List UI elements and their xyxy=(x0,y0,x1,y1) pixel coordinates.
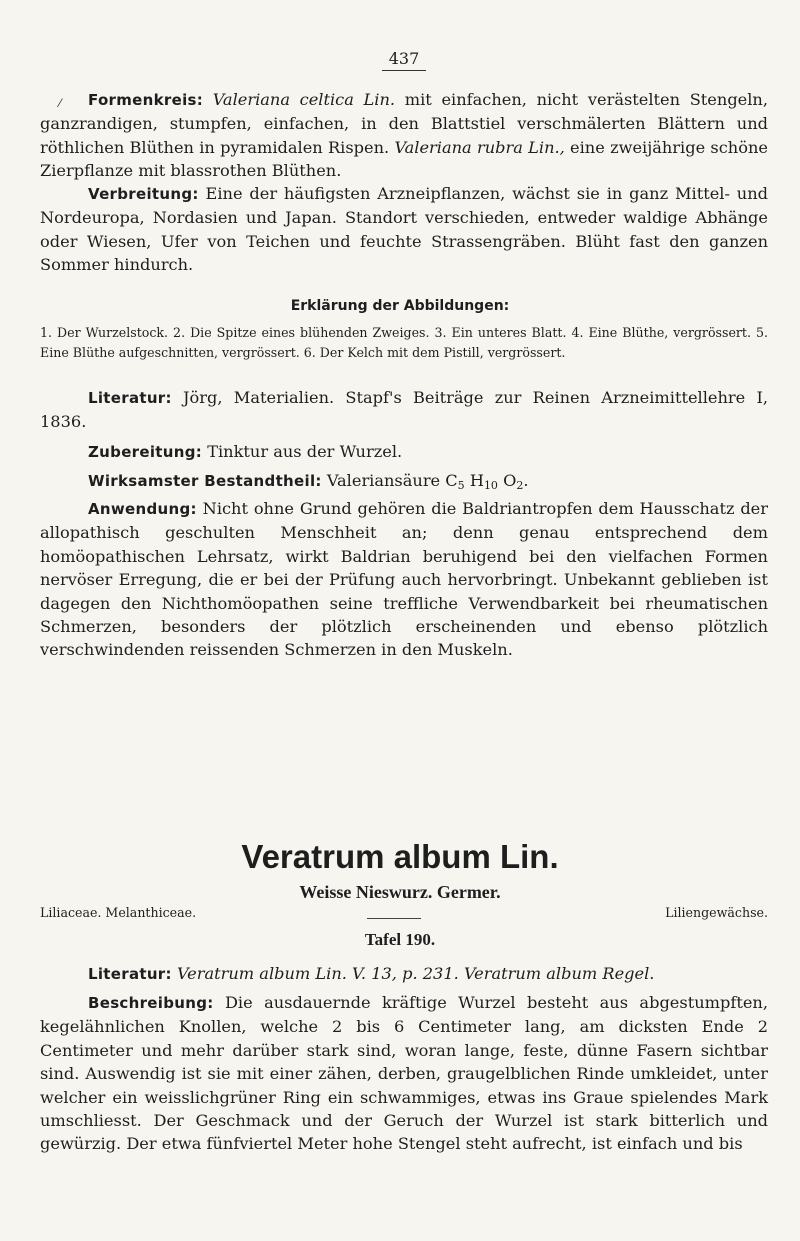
beschreibung-label: Beschreibung: xyxy=(88,994,214,1012)
page-number: 437 xyxy=(382,48,426,71)
literatur-paragraph-1 xyxy=(40,386,768,434)
wirksamster-label: Wirksamster Bestandtheil: xyxy=(88,472,322,490)
formenkreis-text-1: mit einfachen, nicht verästelten Stengeln, ganzrandigen, stumpfen, einfachen, in den Blattstiel verschmälerten Blättern und röthlichen Blüthen in pyramidalen Rispen. xyxy=(40,90,769,157)
erklaerung-heading: Erklärung der Abbildungen: xyxy=(290,298,510,314)
species-valeriana-celtica: Valeriana celtica Lin. xyxy=(212,90,396,109)
verbreitung-text: Eine der häufigsten Arzneipflanzen, wächst sie in ganz Mittel- und Nordeuropa, Nordasien und Japan. Standort verschieden, entweder waldige Abhänge oder Wiesen, Ufer von Teichen und feuchte Strassengräben. Blüht fast den ganzen Sommer hindurch. xyxy=(40,184,768,275)
anwendung-label: Anwendung: xyxy=(88,500,197,518)
verbreitung-paragraph xyxy=(40,182,768,277)
zubereitung-paragraph xyxy=(40,440,768,464)
family-right: Liliengewächse. xyxy=(665,905,768,920)
literatur-section-1 xyxy=(40,386,768,434)
formenkreis-text-2: eine zweijährige schöne Zierpflanze mit blassrothen Blüthen. xyxy=(40,137,768,181)
formenkreis-paragraph xyxy=(40,88,768,183)
verbreitung-label: Verbreitung: xyxy=(88,185,199,203)
verbreitung-section xyxy=(40,182,768,277)
beschreibung-paragraph xyxy=(40,991,768,1156)
anwendung-section xyxy=(40,497,768,662)
formula-sub-3: 2 xyxy=(516,479,524,492)
beschreibung-text: Die ausdauernde kräftige Wurzel besteht aus abgestumpften, kegelähnlichen Knollen, welche 2 bis 6 Centimeter lang, am dicksten Ende 2 Centimeter und mehr darüber stark sind, woran lange, feste, dünne Fasern sichtbar sind. Auswendig ist sie mit einer zähen, derben, graugelblichen Rinde umkleidet, unter welcher ein weisslichgrüner Ring ein schwammiges, etwas ins Graue spielendes Mark umschliesst. Der Geschmack und der Geruch der Wurzel ist stark bitterlich und gewürzig. Der etwa fünfviertel Meter hohe Stengel steht aufrecht, ist einfach und bis xyxy=(40,993,768,1154)
family-left: Liliaceae. Melanthiceae. xyxy=(40,905,197,920)
wirksamster-text: Valeriansäure C xyxy=(321,471,458,490)
formula-end: . xyxy=(523,471,529,490)
literatur-text-2: Veratrum album Lin. V. 13, p. 231. Veratrum album Regel. xyxy=(176,964,655,983)
erklaerung-text: 1. Der Wurzelstock. 2. Die Spitze eines blühenden Zweiges. 3. Ein unteres Blatt. 4. Eine Blüthe, vergrössert. 5. Eine Blüthe aufgeschnitten, vergrössert. 6. Der Kelch mit dem Pistill, vergrössert. xyxy=(40,325,768,360)
formenkreis-label: Formenkreis: xyxy=(88,91,204,109)
zubereitung-text: Tinktur aus der Wurzel. xyxy=(202,442,403,461)
zubereitung-label: Zubereitung: xyxy=(88,443,203,461)
literatur-label-1: Literatur: xyxy=(88,389,172,407)
literatur-label-2: Literatur: xyxy=(88,965,172,983)
formula-mid-1: H xyxy=(464,471,484,490)
veratrum-title: Veratrum album Lin. xyxy=(241,838,559,875)
anwendung-text: Nicht ohne Grund gehören die Baldriantropfen dem Hausschatz der allopathisch geschulten Menschheit an; denn genau entsprechend dem homöopathischen Lehrsatz, wirkt Baldrian beruhigend bei den vielfachen Formen nervöser Erregung, die er bei der Prüfung auch hervorbringt. Unbekannt geblieben ist dagegen den Nichthomöopathen seine treffliche Verwendbarkeit bei rheumatischen Schmerzen, besonders der plötzlich erscheinenden und ebenso plötzlich verschwindenden reissenden Schmerzen in den Muskeln. xyxy=(40,499,768,660)
beschreibung-section xyxy=(40,991,768,1156)
family-divider xyxy=(367,918,421,919)
formenkreis-section xyxy=(40,88,768,183)
literatur-paragraph-2 xyxy=(40,962,768,986)
literatur-section-2 xyxy=(40,962,768,986)
zubereitung-section xyxy=(40,440,768,464)
veratrum-subtitle: Weisse Nieswurz. Germer. xyxy=(299,882,501,902)
formula-sub-2: 10 xyxy=(483,479,498,492)
species-valeriana-rubra: Valeriana rubra Lin., xyxy=(394,137,565,157)
formula-mid-2: O xyxy=(497,471,517,490)
anwendung-paragraph xyxy=(40,497,768,662)
pencil-mark: ⁄ xyxy=(59,97,61,110)
tafel-number: Tafel 190. xyxy=(364,930,436,949)
literatur-text-1: Jörg, Materialien. Stapf's Beiträge zur Reinen Arzneimittellehre I, 1836. xyxy=(40,388,768,432)
wirksamster-paragraph xyxy=(40,469,768,497)
formula-sub-1: 5 xyxy=(457,479,465,492)
wirksamster-section xyxy=(40,469,768,497)
